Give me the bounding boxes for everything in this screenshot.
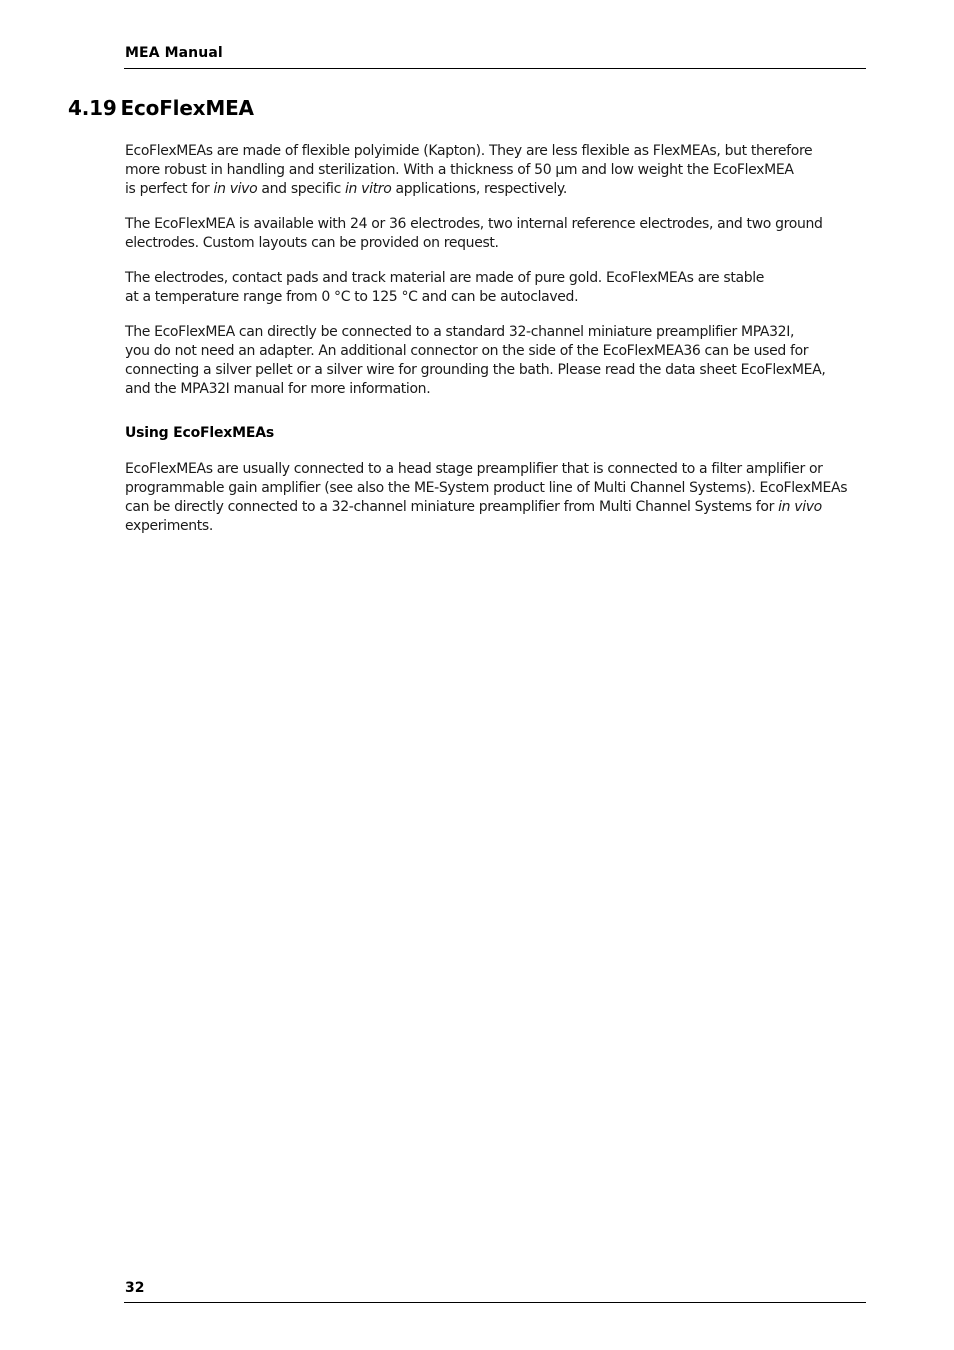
text-line: EcoFlexMEAs are usually connected to a head stage preamplifier that is connected to a filter amplifier or [125,461,823,477]
text-line: and the MPA32I manual for more information. [125,381,431,397]
text-line: experiments. [125,518,213,534]
paragraph-intro [125,142,870,199]
text-line: The EcoFlexMEA can directly be connected to a standard 32-channel miniature preamplifier MPA32I, [125,324,795,340]
text-line: The EcoFlexMEA is available with 24 or 36 electrodes, two internal reference electrodes, and two ground [125,216,823,232]
section-body [125,142,870,552]
text-line: programmable gain amplifier (see also the ME-System product line of Multi Channel Systems). EcoFlexMEAs [125,480,848,496]
paragraph-usage [125,460,870,536]
emphasis-in-vivo: in vivo [778,499,822,515]
text-line: more robust in handling and sterilization. With a thickness of 50 µm and low weight the EcoFlexMEA [125,162,794,178]
paragraph-electrodes [125,215,870,253]
paragraph-materials [125,269,870,307]
header-title: MEA Manual [125,45,223,61]
page-footer [124,1280,866,1303]
page-number: 32 [125,1280,145,1296]
text-line: at a temperature range from 0 °C to 125 °C and can be autoclaved. [125,289,579,305]
page-header [124,44,866,69]
text-line: EcoFlexMEAs are made of flexible polyimide (Kapton). They are less flexible as FlexMEAs, but therefore [125,143,813,159]
subheading-using: Using EcoFlexMEAs [125,425,274,441]
section-number: 4.19 [68,96,117,120]
section-title: EcoFlexMEA [120,96,254,120]
text-line: The electrodes, contact pads and track material are made of pure gold. EcoFlexMEAs are stable [125,270,765,286]
emphasis-in-vitro: in vitro [345,181,392,197]
text-line: can be directly connected to a 32-channel miniature preamplifier from Multi Channel Systems for in vivo [125,499,822,515]
emphasis-in-vivo: in vivo [213,181,258,197]
section-heading [68,96,254,120]
text-line: is perfect for in vivo and specific in vitro applications, respectively. [125,181,567,197]
text-line: you do not need an adapter. An additional connector on the side of the EcoFlexMEA36 can be used for [125,343,809,359]
text-line: electrodes. Custom layouts can be provided on request. [125,235,499,251]
paragraph-connection [125,323,870,399]
text-line: connecting a silver pellet or a silver wire for grounding the bath. Please read the data sheet EcoFlexMEA, [125,362,826,378]
